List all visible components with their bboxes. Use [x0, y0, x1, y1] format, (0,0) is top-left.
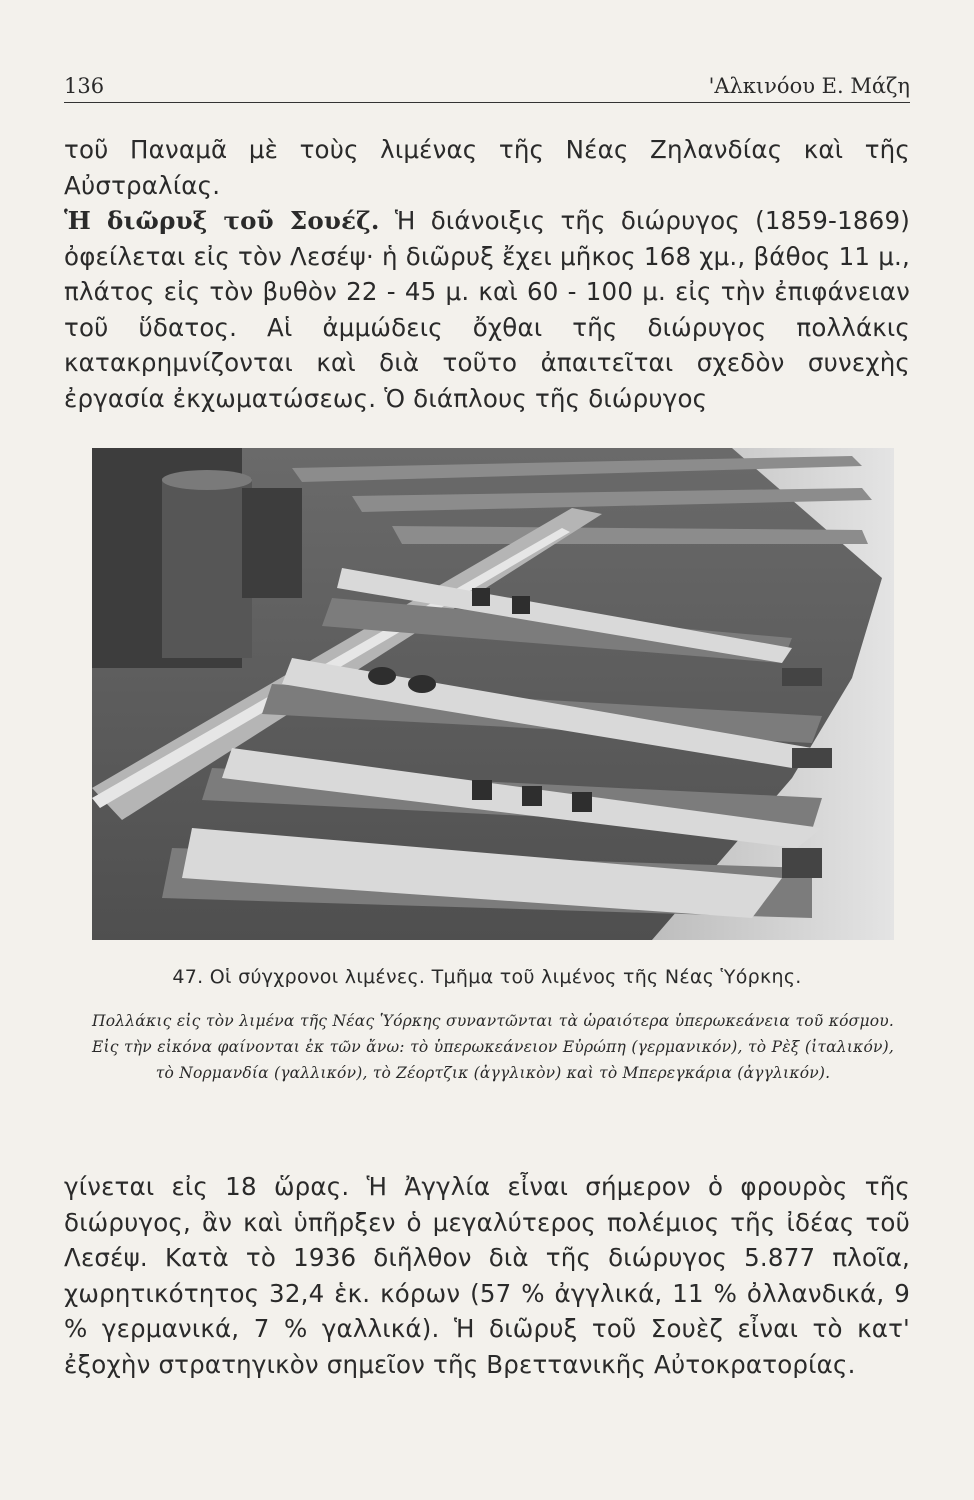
paragraph-2: [64, 203, 910, 416]
section-heading: Ἡ διῶρυξ τοῦ Σουέζ.: [64, 206, 380, 235]
harbor-photograph: [92, 448, 894, 940]
paragraph-2-text: Ἡ διάνοιξις τῆς διώρυγος (1859-1869) ὀφείλεται εἰς τὸν Λεσέψ· ἡ διῶρυξ ἔχει μῆκος 168 χμ., βάθος 11 μ., πλάτος εἰς τὸν βυθὸν 22 - 45 μ. καὶ 60 - 100 μ. εἰς τὴν ἐπιφάνειαν τοῦ ὕδατος. Αἱ ἀμμώδεις ὄχθαι τῆς διώρυγος πολλάκις κατακρημνίζονται καὶ διὰ τοῦτο ἀπαιτεῖται σχεδὸν συνεχὴς ἐργασία ἐκχωματώσεως. Ὁ διάπλους τῆς διώρυγος: [64, 206, 910, 413]
paragraph-3: γίνεται εἰς 18 ὥρας. Ἡ Ἀγγλία εἶναι σήμερον ὁ φρουρὸς τῆς διώρυγος, ἂν καὶ ὑπῆρξεν ὁ μεγαλύτερος πολέμιος τῆς ἰδέας τοῦ Λεσέψ. Κατὰ τὸ 1936 διῆλθον διὰ τῆς διώρυγος 5.877 πλοῖα, χωρητικότητος 32,4 ἑκ. κόρων (57 % ἀγγλικά, 11 % ὀλλανδικά, 9 % γερμανικά, 7 % γαλλικά). Ἡ διῶρυξ τοῦ Σουὲζ εἶναι τὸ κατ' ἐξοχὴν στρατηγικὸν σημεῖον τῆς Βρεττανικῆς Αὐτοκρατορίας.: [64, 1172, 910, 1379]
figure-caption-body: Πολλάκις εἰς τὸν λιμένα τῆς Νέας Ὑόρκης συναντῶνται τὰ ὡραιότερα ὑπερωκεάνεια τοῦ κόσμου. Εἰς τὴν εἰκόνα φαίνονται ἐκ τῶν ἄνω: τὸ ὑπερωκεάνειον Εὐρώπη (γερμανικόν), τὸ Ρὲξ (ἰταλικόν), τὸ Νορμανδία (γαλλικόν), τὸ Ζέορτζικ (ἀγγλικὸν) καὶ τὸ Μπερεγκάρια (ἀγγλικόν).: [92, 1012, 894, 1082]
new-york-harbor-image: [92, 448, 894, 940]
paragraph-1: τοῦ Παναμᾶ μὲ τοὺς λιμένας τῆς Νέας Ζηλανδίας καὶ τῆς Αὐστραλίας.: [64, 135, 910, 200]
figure-caption-title: 47. Οἱ σύγχρονοι λιμένες. Τμῆμα τοῦ λιμένος τῆς Νέας Ὑόρκης.: [172, 966, 802, 988]
page-header: [64, 70, 910, 103]
page-number: 136: [64, 74, 105, 98]
running-head: 'Αλκινόου Ε. Μάζη: [708, 74, 910, 98]
